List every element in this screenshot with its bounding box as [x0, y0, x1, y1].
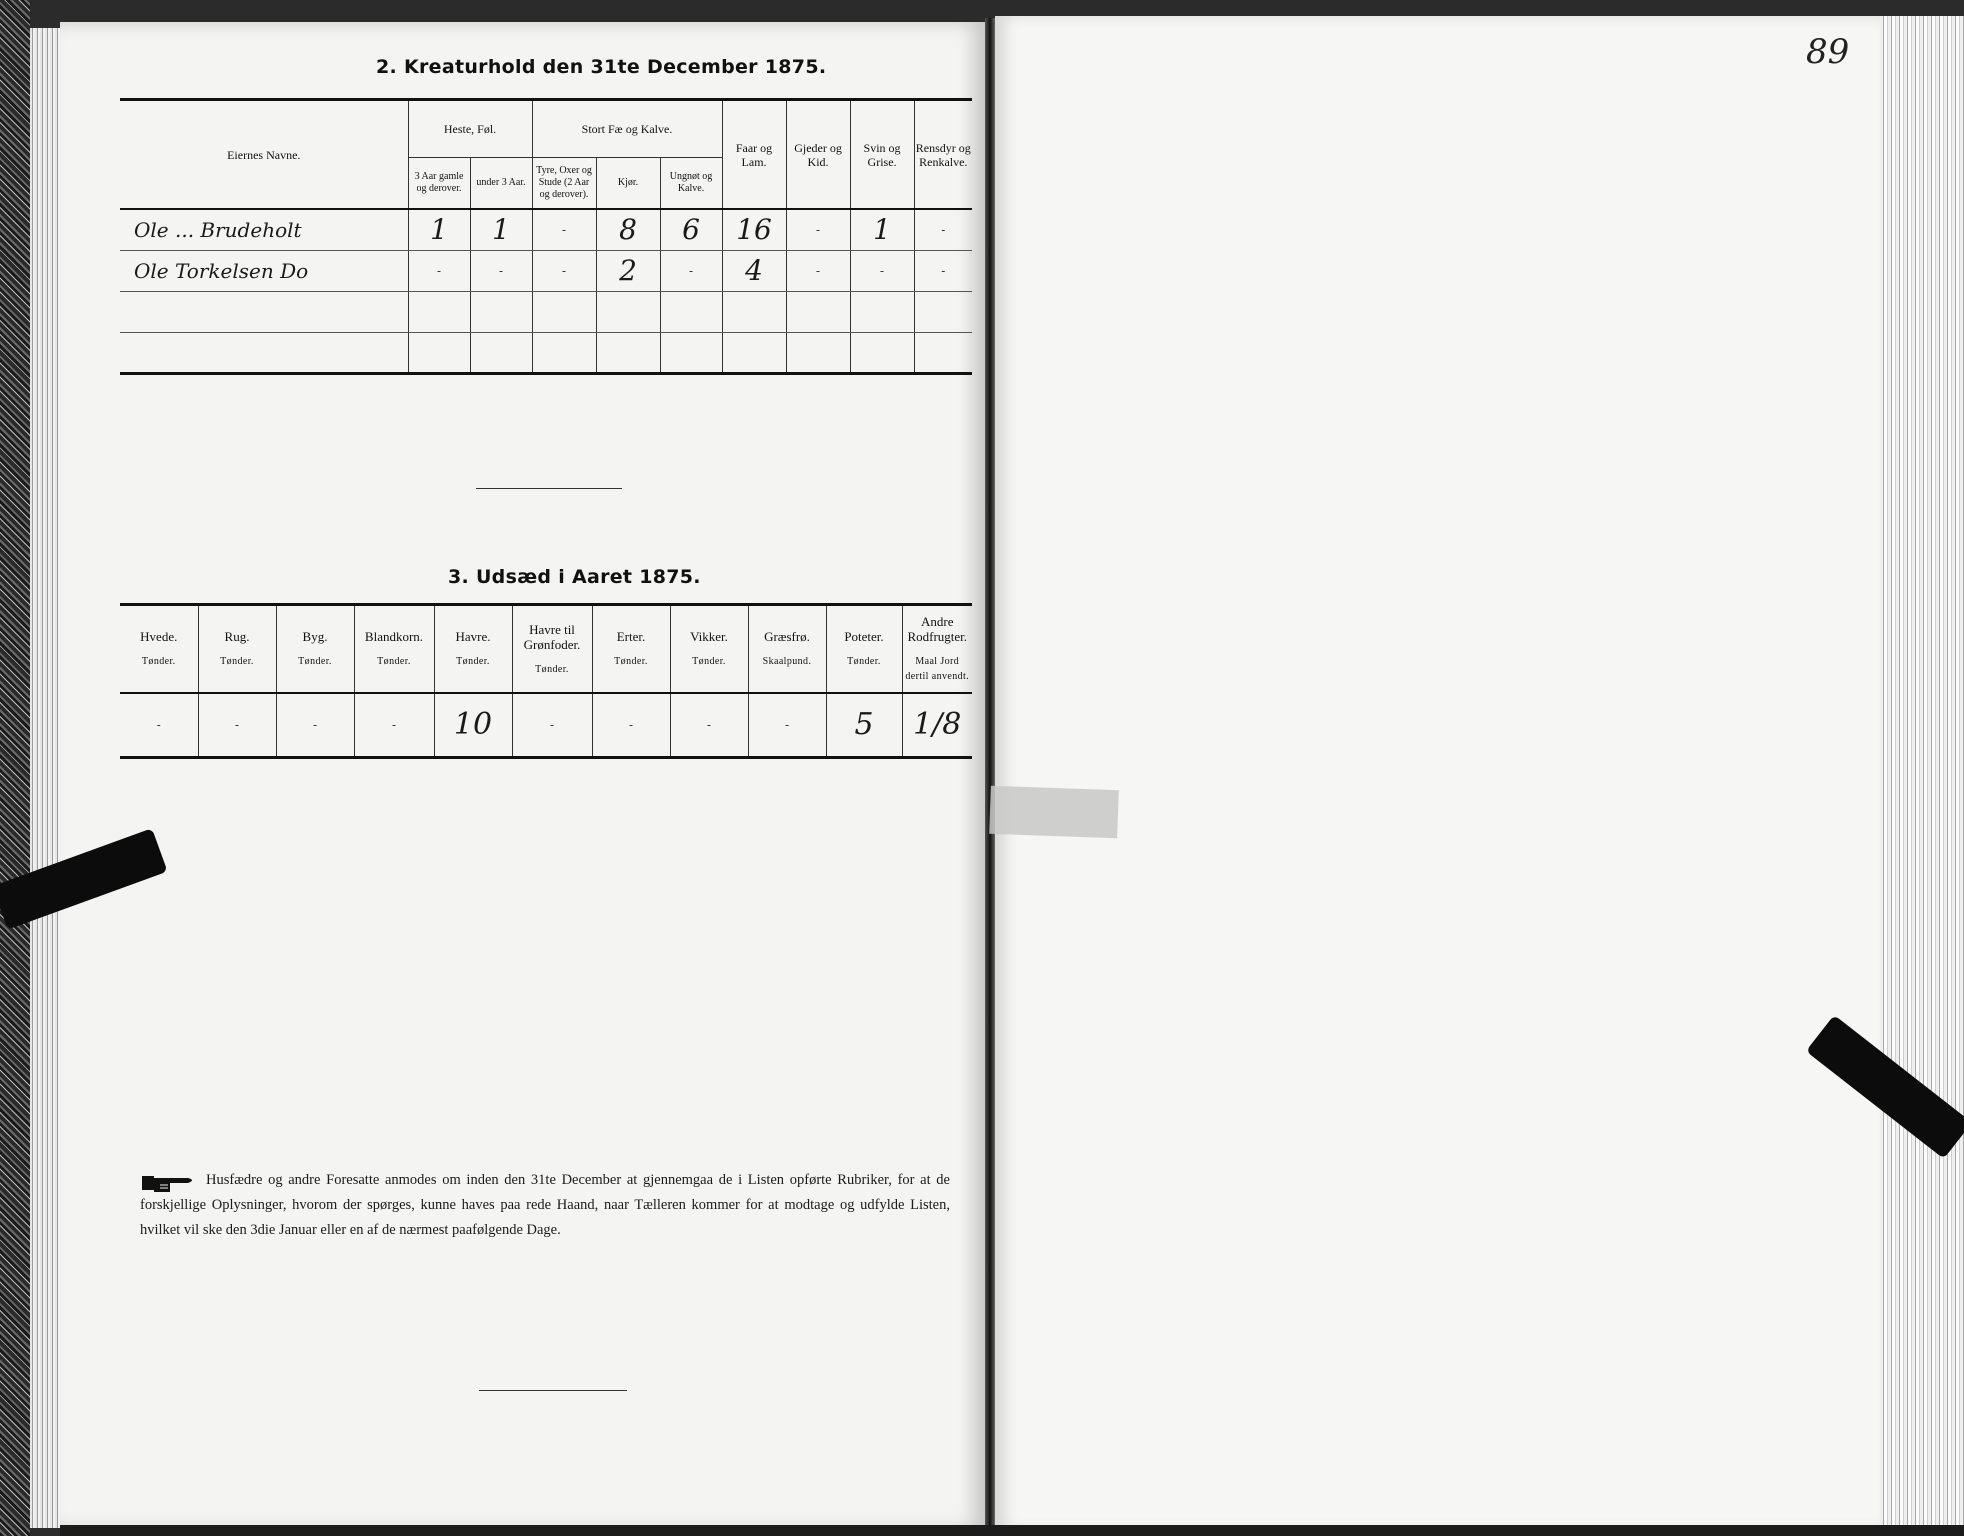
- crop-unit: Tønder.: [456, 656, 490, 667]
- crop-header: [826, 605, 902, 694]
- table-row: [120, 332, 972, 373]
- crop-header: [120, 605, 198, 694]
- livestock-count: [596, 291, 660, 332]
- owner-header: Eiernes Navne.: [120, 100, 408, 210]
- livestock-count: -: [914, 250, 972, 291]
- crop-value: -: [120, 693, 198, 757]
- livestock-count: -: [660, 250, 722, 291]
- crop-header: [592, 605, 670, 694]
- livestock-count: [850, 291, 914, 332]
- crop-value: -: [512, 693, 592, 757]
- table-row: [120, 209, 972, 250]
- crop-unit: Tønder.: [692, 656, 726, 667]
- crop-header: [434, 605, 512, 694]
- crop-unit: Tønder.: [220, 656, 254, 667]
- crop-header: [276, 605, 354, 694]
- crop-label: Hvede.: [140, 629, 178, 644]
- livestock-count: -: [470, 250, 532, 291]
- livestock-count: -: [914, 209, 972, 250]
- livestock-count: [786, 291, 850, 332]
- section2-title: 2. Kreaturhold den 31te December 1875.: [376, 56, 827, 78]
- crop-value: 1/8: [902, 693, 972, 757]
- page-edges-left: [30, 28, 60, 1528]
- livestock-count: -: [786, 250, 850, 291]
- livestock-count: [660, 332, 722, 373]
- livestock-count: 6: [660, 209, 722, 250]
- crop-label: Havre til Grønfoder.: [523, 621, 581, 652]
- crop-label: Erter.: [616, 629, 646, 644]
- crop-value: -: [592, 693, 670, 757]
- crop-unit: Tønder.: [535, 663, 569, 675]
- livestock-count: 1: [408, 209, 470, 250]
- livestock-count: -: [408, 250, 470, 291]
- livestock-count: [470, 291, 532, 332]
- crop-unit: Tønder.: [298, 656, 332, 667]
- owner-name: [120, 291, 408, 332]
- crop-label: Andre Rodfrugter.: [907, 614, 968, 644]
- livestock-count: 8: [596, 209, 660, 250]
- livestock-count: [914, 332, 972, 373]
- notice-text: [140, 1168, 950, 1243]
- cows-header: Kjør.: [596, 158, 660, 210]
- owner-name: Ole ... Brudeholt: [120, 209, 408, 250]
- crop-label: Poteter.: [844, 629, 884, 644]
- crop-value: -: [748, 693, 826, 757]
- book-gutter: [985, 18, 995, 1530]
- marbled-cover: [0, 0, 30, 1536]
- page-number: 89: [1806, 32, 1850, 72]
- owner-name: Ole Torkelsen Do: [120, 250, 408, 291]
- livestock-count: -: [532, 250, 596, 291]
- section-divider-1: [476, 488, 622, 489]
- livestock-count: [532, 332, 596, 373]
- livestock-count: -: [786, 209, 850, 250]
- crop-unit: Skaalpund.: [762, 656, 812, 667]
- crop-label: Græsfrø.: [764, 629, 810, 644]
- crop-label: Blandkorn.: [364, 629, 424, 644]
- crop-value: -: [670, 693, 748, 757]
- crop-header: [670, 605, 748, 694]
- page-edges-right: [1880, 16, 1964, 1526]
- sheep-header: Faar og Lam.: [722, 100, 786, 210]
- horses-group-header: Heste, Føl.: [408, 100, 532, 158]
- bulls-header: Tyre, Oxer og Stude (2 Aar og derover).: [532, 158, 596, 210]
- crop-value: -: [276, 693, 354, 757]
- crop-header: [354, 605, 434, 694]
- crop-label: Rug.: [224, 629, 250, 644]
- livestock-count: 1: [470, 209, 532, 250]
- notice-body: Husfædre og andre Foresatte anmodes om inden den 31te December at gjennemgaa de i Listen opførte Rubriker, for at de forskjellige Oplysninger, hvorom der spørges, kunne haves paa rede Haand, naar Tælleren kommer for at modtage og udfylde Listen, hvilket vil ske den 3die Januar eller en af de nærmest paafølgende Dage.: [140, 1172, 950, 1238]
- livestock-count: [408, 332, 470, 373]
- livestock-count: 2: [596, 250, 660, 291]
- crop-value: 10: [434, 693, 512, 757]
- livestock-count: [786, 332, 850, 373]
- horses-young-header: under 3 Aar.: [470, 158, 532, 210]
- livestock-count: [914, 291, 972, 332]
- livestock-count: [596, 332, 660, 373]
- livestock-count: -: [532, 209, 596, 250]
- livestock-count: [722, 332, 786, 373]
- pigs-header: Svin og Grise.: [850, 100, 914, 210]
- livestock-count: [470, 332, 532, 373]
- crop-header: [748, 605, 826, 694]
- table-row: [120, 291, 972, 332]
- livestock-count: [532, 291, 596, 332]
- livestock-count: 4: [722, 250, 786, 291]
- crop-header: [512, 605, 592, 694]
- crop-label: Havre.: [455, 629, 491, 644]
- cattle-group-header: Stort Fæ og Kalve.: [532, 100, 722, 158]
- livestock-count: [722, 291, 786, 332]
- crop-value: -: [198, 693, 276, 757]
- tape-strip: [989, 786, 1119, 838]
- young-cattle-header: Ungnøt og Kalve.: [660, 158, 722, 210]
- livestock-count: [408, 291, 470, 332]
- right-page: [995, 16, 1880, 1530]
- crop-header: [902, 605, 972, 694]
- bottom-shadow: [60, 1525, 1964, 1536]
- livestock-count: 1: [850, 209, 914, 250]
- crop-unit: Tønder.: [141, 656, 176, 667]
- livestock-table: [120, 98, 972, 375]
- crop-value: -: [354, 693, 434, 757]
- horses-old-header: 3 Aar gamle og derover.: [408, 158, 470, 210]
- livestock-count: [660, 291, 722, 332]
- section3-title: 3. Udsæd i Aaret 1875.: [448, 566, 701, 588]
- crop-value: 5: [826, 693, 902, 757]
- goats-header: Gjeder og Kid.: [786, 100, 850, 210]
- livestock-count: -: [850, 250, 914, 291]
- crop-unit: Tønder.: [614, 656, 648, 667]
- crop-label: Vikker.: [690, 629, 728, 644]
- crop-unit: Tønder.: [377, 656, 411, 667]
- owner-name: [120, 332, 408, 373]
- sowing-table: [120, 603, 972, 759]
- reindeer-header: Rensdyr og Renkalve.: [914, 100, 972, 210]
- crop-header: [198, 605, 276, 694]
- section-divider-2: [479, 1390, 627, 1391]
- crop-unit: Tønder.: [847, 656, 881, 667]
- livestock-count: [850, 332, 914, 373]
- table-row: [120, 250, 972, 291]
- crop-label: Byg.: [302, 629, 328, 644]
- crop-unit: Maal Jord dertil anvendt.: [905, 656, 970, 682]
- livestock-count: 16: [722, 209, 786, 250]
